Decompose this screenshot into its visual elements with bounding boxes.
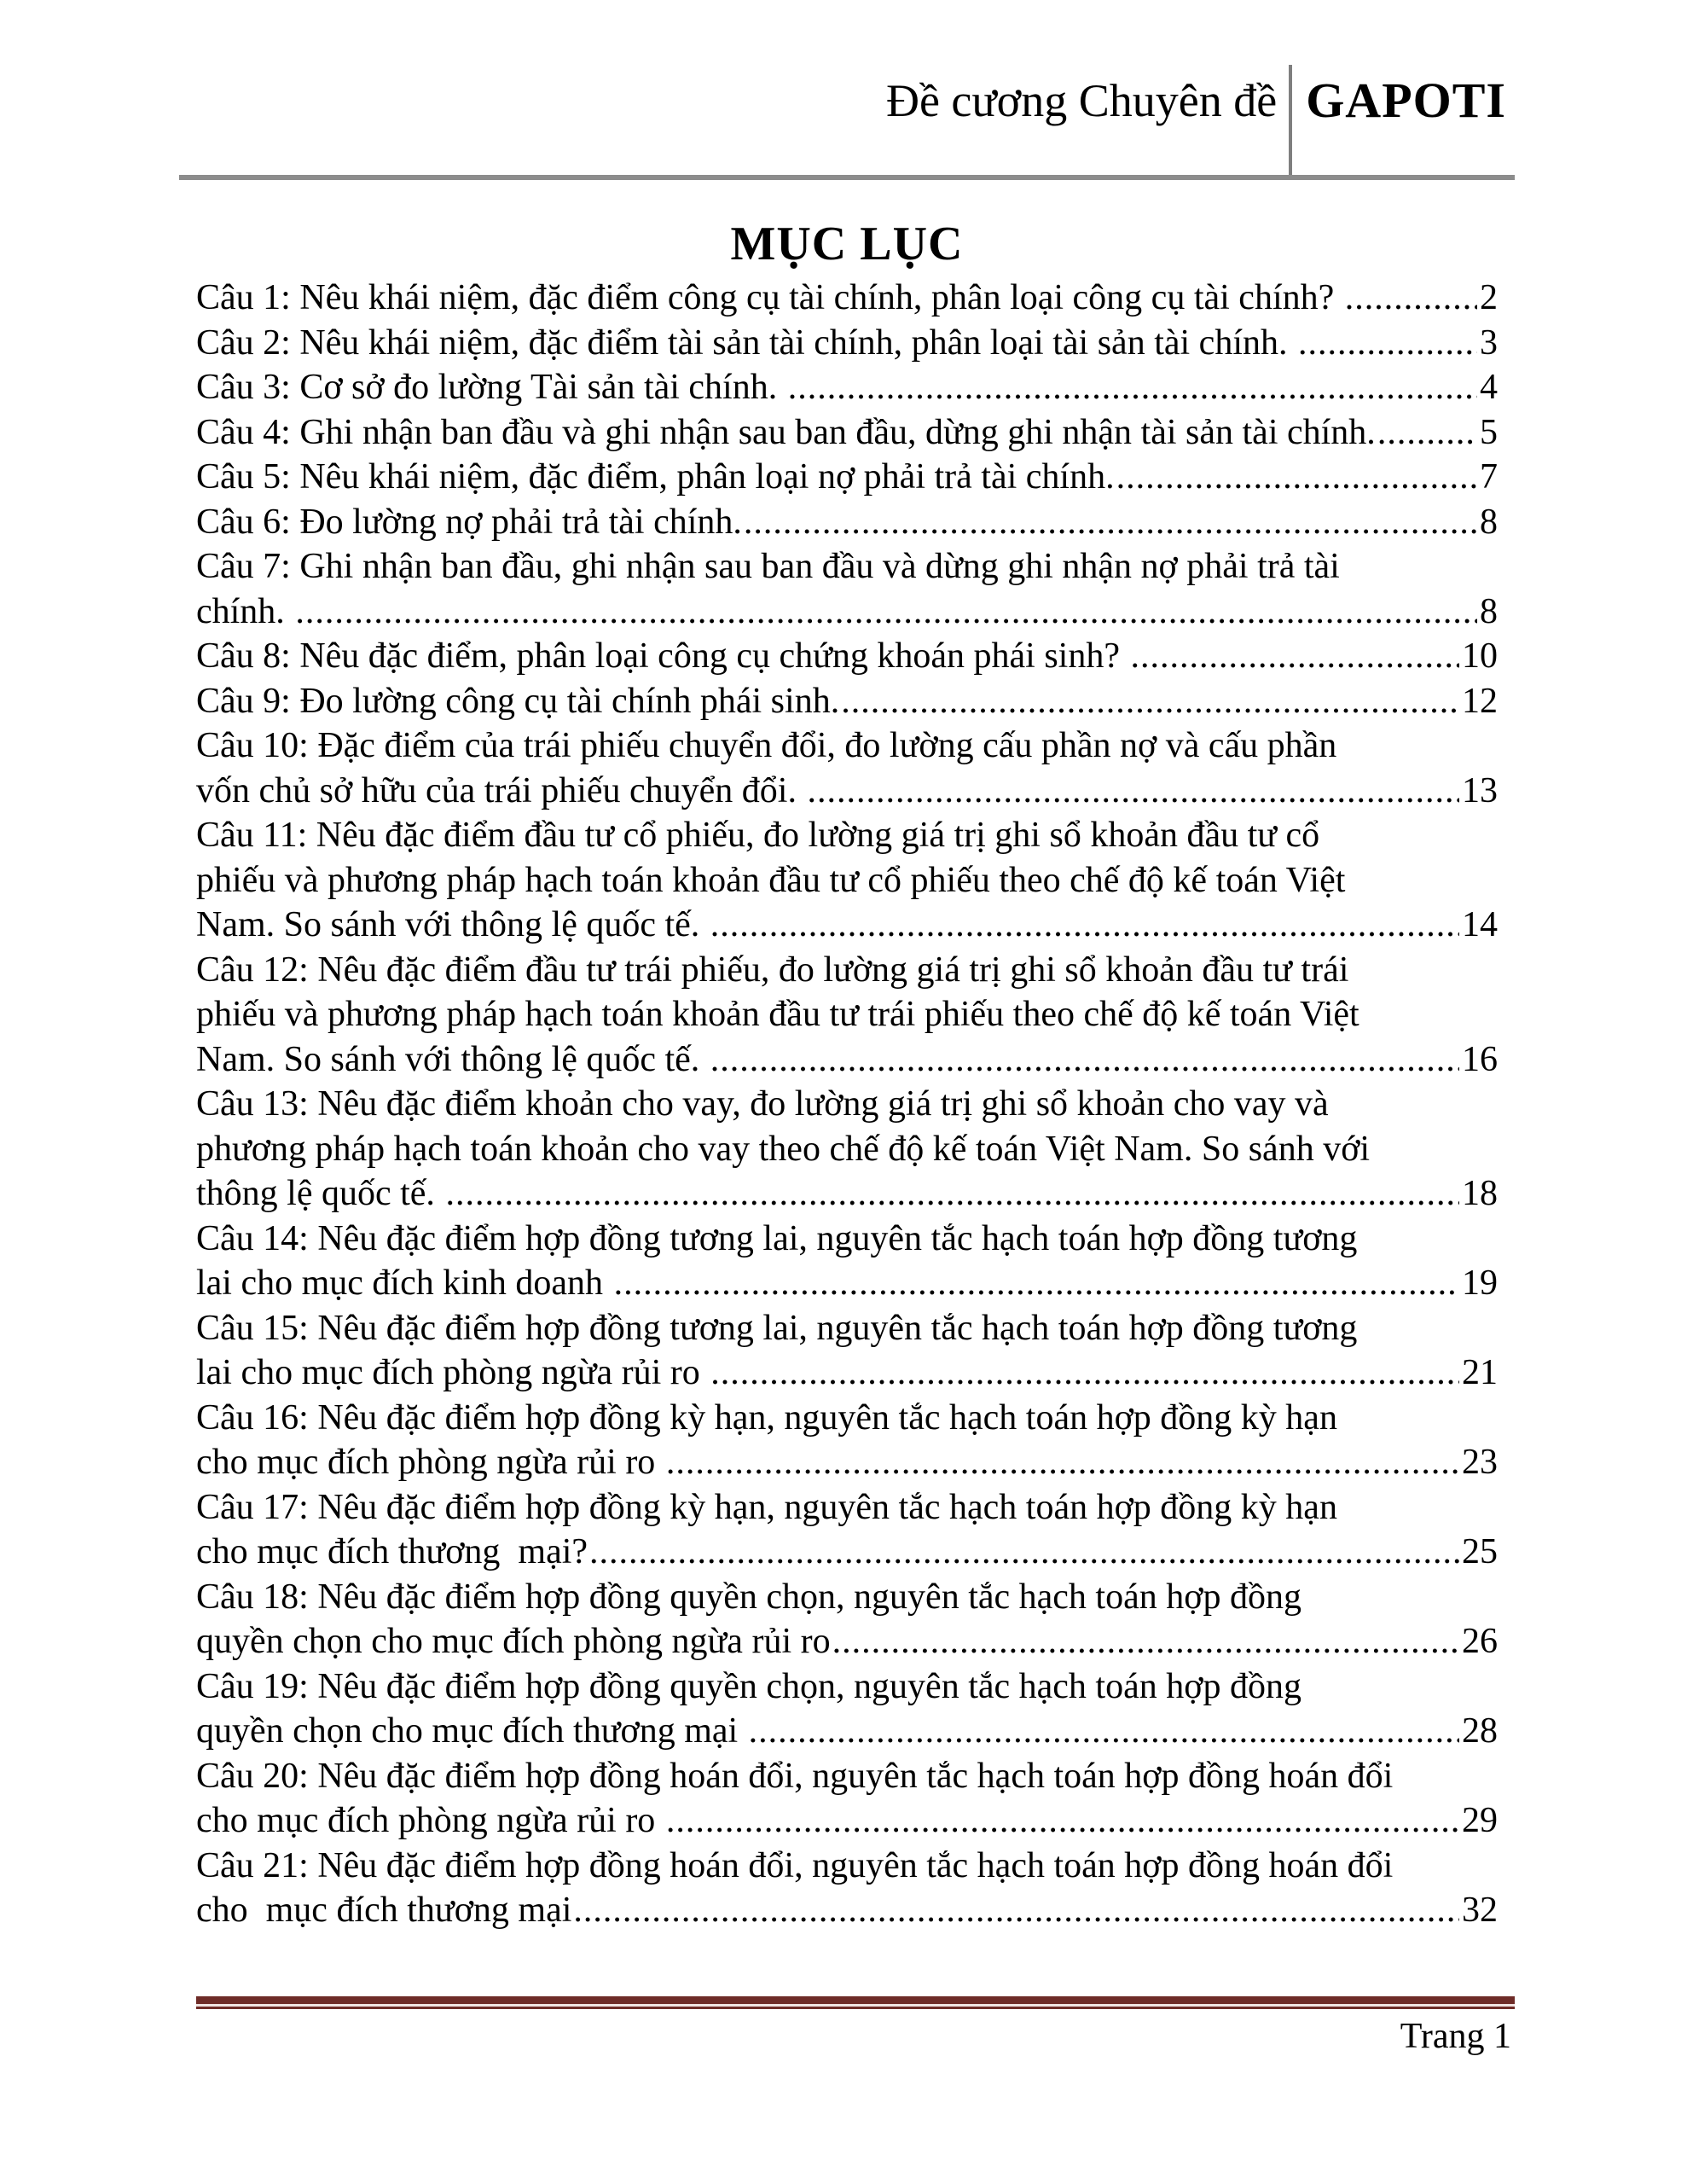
- footer-rule: [196, 1996, 1515, 2009]
- toc-line: [196, 858, 1498, 903]
- toc-line-text: Nam. So sánh với thông lệ quốc tế.: [196, 1039, 709, 1079]
- toc-dot-leader: [295, 590, 1477, 635]
- page-number-label: Trang 1: [1400, 2017, 1511, 2056]
- toc-line-text: Nam. So sánh với thông lệ quốc tế.: [196, 905, 709, 944]
- toc-page-number: 10: [1462, 636, 1498, 676]
- toc-dot-leader: [1345, 276, 1477, 321]
- toc-entry: [196, 1844, 1498, 1933]
- brand-name: GAPOTI: [1306, 73, 1506, 128]
- toc-page-number: 28: [1462, 1711, 1498, 1751]
- toc-line: [196, 679, 1498, 724]
- toc-line-text: Câu 16: Nêu đặc điểm hợp đồng kỳ hạn, nguyên tắc hạch toán hợp đồng kỳ hạn: [196, 1397, 1337, 1438]
- toc-entry: [196, 455, 1498, 500]
- toc-dot-leader: [589, 1530, 1459, 1575]
- toc-dot-leader: [666, 1440, 1459, 1485]
- toc-dot-leader: [710, 1037, 1459, 1083]
- toc-entry: [196, 1396, 1498, 1485]
- toc-page-number: 19: [1462, 1263, 1498, 1303]
- toc-line: [196, 1082, 1498, 1127]
- toc-dot-leader: [666, 1798, 1459, 1844]
- toc-line: [196, 1844, 1498, 1889]
- page-content: [196, 218, 1498, 1933]
- toc-line: [196, 410, 1498, 456]
- toc-line: [196, 1664, 1498, 1710]
- toc-line: [196, 1217, 1498, 1262]
- toc-page-number: 21: [1462, 1353, 1498, 1392]
- toc-dot-leader: [710, 903, 1459, 948]
- toc-line: [196, 813, 1498, 858]
- toc-page-number: 29: [1462, 1801, 1498, 1840]
- toc-line: [196, 1754, 1498, 1799]
- toc-page-number: 8: [1480, 591, 1498, 631]
- toc-line-text: cho mục đích thương mại?: [196, 1532, 588, 1571]
- toc-dot-leader: [1116, 455, 1477, 500]
- toc-entry: [196, 1485, 1498, 1575]
- toc-line-text: Câu 7: Ghi nhận ban đầu, ghi nhận sau ban đầu và dừng ghi nhận nợ phải trả tài: [196, 547, 1340, 586]
- toc-dot-leader: [1377, 410, 1477, 456]
- toc-entry: [196, 1754, 1498, 1844]
- toc-page-number: 18: [1462, 1174, 1498, 1213]
- toc-line: [196, 1261, 1498, 1306]
- toc-dot-leader: [749, 1709, 1459, 1754]
- toc-page-number: 16: [1462, 1039, 1498, 1079]
- toc-line: [196, 948, 1498, 993]
- toc-entry: [196, 1664, 1498, 1754]
- toc-entry: [196, 500, 1498, 545]
- toc-entry: [196, 544, 1498, 634]
- toc-line: [196, 1888, 1498, 1933]
- toc-line: [196, 276, 1498, 321]
- toc-line: [196, 1171, 1498, 1217]
- toc-line-text: cho mục đích thương mại: [196, 1891, 572, 1930]
- toc-entry: [196, 948, 1498, 1083]
- toc-entry: [196, 1217, 1498, 1306]
- toc-line: [196, 1619, 1498, 1664]
- toc-page-number: 12: [1462, 681, 1498, 721]
- toc-line: [196, 1350, 1498, 1396]
- toc-line-text: phiếu và phương pháp hạch toán khoản đầu tư cổ phiếu theo chế độ kế toán Việt: [196, 860, 1346, 900]
- toc-line-text: Câu 2: Nêu khái niệm, đặc điểm tài sản tài chính, phân loại tài sản tài chính.: [196, 322, 1296, 363]
- toc-line-text: Câu 15: Nêu đặc điểm hợp đồng tương lai, nguyên tắc hạch toán hợp đồng tương: [196, 1308, 1358, 1348]
- toc-entry: [196, 634, 1498, 679]
- toc-line-text: lai cho mục đích phòng ngừa rủi ro: [196, 1353, 710, 1392]
- toc-line-text: Câu 13: Nêu đặc điểm khoản cho vay, đo lường giá trị ghi sổ khoản cho vay và: [196, 1084, 1329, 1124]
- toc-line: [196, 992, 1498, 1037]
- toc-page-number: 7: [1480, 457, 1498, 497]
- toc-dot-leader: [573, 1888, 1459, 1933]
- toc-page-number: 3: [1480, 322, 1498, 363]
- toc-line: [196, 1530, 1498, 1575]
- toc-line: [196, 723, 1498, 769]
- toc-line: [196, 1037, 1498, 1083]
- footer-stripe-thick: [196, 1996, 1515, 2004]
- toc-line: [196, 365, 1498, 410]
- toc-line-text: chính.: [196, 591, 294, 631]
- toc-line-text: vốn chủ sở hữu của trái phiếu chuyển đổi.: [196, 770, 806, 810]
- toc-entry: [196, 679, 1498, 724]
- toc-line-text: Câu 4: Ghi nhận ban đầu và ghi nhận sau ban đầu, dừng ghi nhận tài sản tài chính.: [196, 412, 1376, 452]
- toc-dot-leader: [807, 769, 1459, 814]
- toc-line: [196, 1440, 1498, 1485]
- toc-line-text: Câu 10: Đặc điểm của trái phiếu chuyển đổi, đo lường cấu phần nợ và cấu phần: [196, 726, 1337, 765]
- toc-dot-leader: [614, 1261, 1459, 1306]
- toc-entry: [196, 365, 1498, 410]
- page-title: MỤC LỤC: [730, 218, 964, 270]
- toc-line: [196, 769, 1498, 814]
- toc-line: [196, 500, 1498, 545]
- table-of-contents: [196, 276, 1498, 1933]
- toc-line-text: Câu 12: Nêu đặc điểm đầu tư trái phiếu, đo lường giá trị ghi sổ khoản đầu tư trái: [196, 950, 1349, 990]
- toc-line: [196, 903, 1498, 948]
- toc-entry: [196, 410, 1498, 456]
- toc-line: [196, 1575, 1498, 1620]
- toc-page-number: 14: [1462, 905, 1498, 944]
- toc-entry: [196, 813, 1498, 948]
- toc-line-text: thông lệ quốc tế.: [196, 1174, 444, 1213]
- toc-line-text: cho mục đích phòng ngừa rủi ro: [196, 1801, 664, 1840]
- toc-entry: [196, 723, 1498, 813]
- toc-page-number: 2: [1480, 278, 1498, 317]
- toc-entry: [196, 321, 1498, 366]
- toc-line-text: Câu 9: Đo lường công cụ tài chính phái sinh.: [196, 681, 840, 721]
- header-rule: [179, 175, 1515, 180]
- toc-line: [196, 1127, 1498, 1172]
- toc-line: [196, 544, 1498, 590]
- toc-line-text: cho mục đích phòng ngừa rủi ro: [196, 1443, 664, 1482]
- header-divider-line: [1289, 65, 1292, 175]
- toc-line-text: Câu 5: Nêu khái niệm, đặc điểm, phân loại nợ phải trả tài chính.: [196, 457, 1115, 497]
- toc-page-number: 5: [1480, 412, 1498, 452]
- toc-line-text: Câu 17: Nêu đặc điểm hợp đồng kỳ hạn, nguyên tắc hạch toán hợp đồng kỳ hạn: [196, 1487, 1337, 1527]
- toc-dot-leader: [832, 1619, 1459, 1664]
- toc-line-text: quyền chọn cho mục đích thương mại: [196, 1711, 747, 1751]
- toc-line-text: phương pháp hạch toán khoản cho vay theo chế độ kế toán Việt Nam. So sánh với: [196, 1129, 1371, 1169]
- toc-dot-leader: [710, 1350, 1459, 1396]
- toc-line-text: lai cho mục đích kinh doanh: [196, 1263, 612, 1303]
- toc-line-text: phiếu và phương pháp hạch toán khoản đầu tư trái phiếu theo chế độ kế toán Việt: [196, 995, 1359, 1034]
- toc-page-number: 25: [1462, 1532, 1498, 1571]
- toc-page-number: 26: [1462, 1622, 1498, 1661]
- toc-entry: [196, 276, 1498, 321]
- toc-line-text: Câu 18: Nêu đặc điểm hợp đồng quyền chọn, nguyên tắc hạch toán hợp đồng: [196, 1577, 1301, 1617]
- toc-dot-leader: [1130, 634, 1459, 679]
- toc-line: [196, 1396, 1498, 1441]
- toc-line-text: Câu 20: Nêu đặc điểm hợp đồng hoán đổi, nguyên tắc hạch toán hợp đồng hoán đổi: [196, 1756, 1394, 1796]
- toc-line: [196, 1798, 1498, 1844]
- toc-line-text: Câu 1: Nêu khái niệm, đặc điểm công cụ tài chính, phân loại công cụ tài chính?: [196, 278, 1343, 317]
- toc-dot-leader: [445, 1171, 1459, 1217]
- toc-line: [196, 1485, 1498, 1531]
- toc-line: [196, 1709, 1498, 1754]
- toc-page-number: 4: [1480, 368, 1498, 407]
- toc-page-number: 32: [1462, 1891, 1498, 1930]
- toc-line: [196, 1306, 1498, 1351]
- toc-dot-leader: [1298, 321, 1477, 366]
- toc-line-text: Câu 19: Nêu đặc điểm hợp đồng quyền chọn, nguyên tắc hạch toán hợp đồng: [196, 1666, 1301, 1706]
- toc-line-text: Câu 6: Đo lường nợ phải trả tài chính.: [196, 502, 742, 542]
- toc-entry: [196, 1082, 1498, 1217]
- toc-entry: [196, 1306, 1498, 1396]
- toc-line-text: Câu 11: Nêu đặc điểm đầu tư cổ phiếu, đo lường giá trị ghi sổ khoản đầu tư cổ: [196, 816, 1320, 855]
- toc-line: [196, 590, 1498, 635]
- toc-line: [196, 634, 1498, 679]
- toc-line-text: Câu 8: Nêu đặc điểm, phân loại công cụ chứng khoán phái sinh?: [196, 636, 1129, 676]
- toc-dot-leader: [744, 500, 1477, 545]
- toc-line: [196, 321, 1498, 366]
- toc-line: [196, 455, 1498, 500]
- toc-line-text: Câu 3: Cơ sở đo lường Tài sản tài chính.: [196, 368, 786, 407]
- toc-page-number: 8: [1480, 502, 1498, 542]
- footer-stripe-thin: [196, 2007, 1515, 2009]
- document-title: Đề cương Chuyên đề: [885, 75, 1278, 126]
- page-header: [886, 65, 1506, 175]
- toc-page-number: 13: [1462, 770, 1498, 810]
- toc-line-text: Câu 14: Nêu đặc điểm hợp đồng tương lai, nguyên tắc hạch toán hợp đồng tương: [196, 1218, 1358, 1258]
- toc-dot-leader: [788, 365, 1477, 410]
- toc-dot-leader: [841, 679, 1459, 724]
- toc-page-number: 23: [1462, 1443, 1498, 1482]
- toc-entry: [196, 1575, 1498, 1664]
- toc-line-text: Câu 21: Nêu đặc điểm hợp đồng hoán đổi, nguyên tắc hạch toán hợp đồng hoán đổi: [196, 1845, 1394, 1885]
- toc-line-text: quyền chọn cho mục đích phòng ngừa rủi ro: [196, 1622, 831, 1661]
